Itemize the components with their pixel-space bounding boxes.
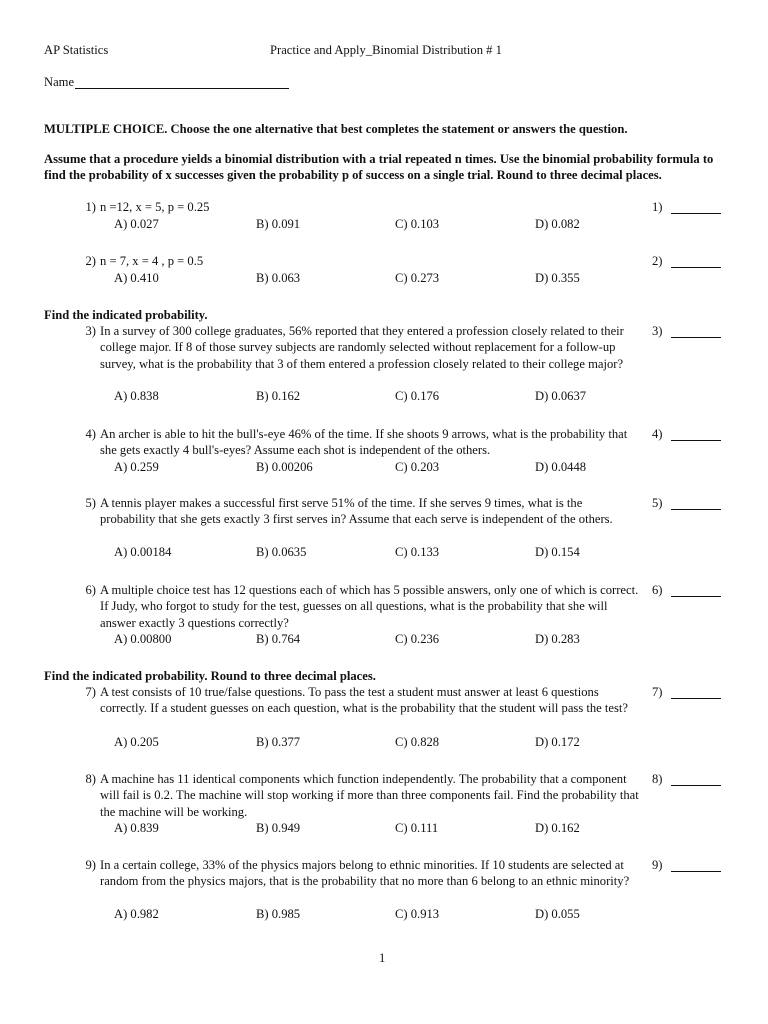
answer-label: 2) — [652, 254, 663, 268]
answer-blank[interactable] — [671, 687, 721, 699]
choice-c: C) 0.236 — [395, 632, 440, 646]
answer-blank[interactable] — [671, 429, 721, 441]
choice-a: A) 0.259 — [114, 460, 159, 474]
course-name: AP Statistics — [44, 43, 109, 57]
answer-label: 6) — [652, 583, 663, 597]
question-number: 5) — [85, 496, 96, 510]
choice-c: C) 0.913 — [395, 907, 440, 921]
question-number: 8) — [85, 772, 96, 786]
answer-blank[interactable] — [671, 256, 721, 268]
question-text: A tennis player makes a successful first serve 51% of the time. If she serves 9 times, what is the probability that she gets exactly 3 first serves in? Assume that each serve is independent of the others. — [100, 496, 613, 527]
question-number: 4) — [85, 427, 96, 441]
answer-blank[interactable] — [671, 202, 721, 214]
choice-c: C) 0.133 — [395, 545, 440, 559]
question-text: In a certain college, 33% of the physics majors belong to ethnic minorities. If 10 students are selected at random from the physics majors, that is the probability that no more than 6 belong to an ethnic minority? — [100, 858, 630, 889]
choice-c: C) 0.103 — [395, 217, 440, 231]
choice-b: B) 0.764 — [256, 632, 301, 646]
choice-c: C) 0.273 — [395, 271, 440, 285]
question-number: 1) — [85, 200, 96, 214]
choice-d: D) 0.172 — [535, 735, 580, 749]
choice-a: A) 0.839 — [114, 821, 159, 835]
choice-b: B) 0.949 — [256, 821, 301, 835]
question-text: n = 7, x = 4 , p = 0.5 — [100, 254, 204, 268]
choice-b: B) 0.0635 — [256, 545, 307, 559]
choice-b: B) 0.063 — [256, 271, 301, 285]
answer-label: 1) — [652, 200, 663, 214]
answer-blank[interactable] — [671, 326, 721, 338]
question-number: 2) — [85, 254, 96, 268]
choice-b: B) 0.162 — [256, 389, 301, 403]
choice-c: C) 0.176 — [395, 389, 440, 403]
question-number: 7) — [85, 685, 96, 699]
choice-c: C) 0.203 — [395, 460, 440, 474]
section-heading-1: Assume that a procedure yields a binomial distribution with a trial repeated n times. Use the binomial probability formula to find the probability of x successes given the probability p of success on a single trial. Round to three decimal places. — [44, 152, 714, 183]
choice-b: B) 0.985 — [256, 907, 301, 921]
answer-label: 9) — [652, 858, 663, 872]
question-number: 6) — [85, 583, 96, 597]
choice-d: D) 0.162 — [535, 821, 580, 835]
answer-label: 4) — [652, 427, 663, 441]
section-heading-2: Find the indicated probability. — [44, 308, 208, 322]
choice-a: A) 0.838 — [114, 389, 159, 403]
page-number: 1 — [379, 951, 386, 965]
answer-blank[interactable] — [671, 585, 721, 597]
question-text: A test consists of 10 true/false questions. To pass the test a student must answer at least 6 questions correctly. If a student guesses on each question, what is the probability that the student will pass the test? — [100, 685, 628, 716]
choice-b: B) 0.091 — [256, 217, 301, 231]
choice-a: A) 0.027 — [114, 217, 159, 231]
section-heading-3: Find the indicated probability. Round to three decimal places. — [44, 669, 376, 683]
answer-blank[interactable] — [671, 860, 721, 872]
question-text: n =12, x = 5, p = 0.25 — [100, 200, 210, 214]
answer-label: 7) — [652, 685, 663, 699]
choice-a: A) 0.982 — [114, 907, 159, 921]
choice-d: D) 0.0448 — [535, 460, 587, 474]
question-number: 3) — [85, 324, 96, 338]
choice-d: D) 0.082 — [535, 217, 580, 231]
name-label: Name — [44, 75, 75, 89]
choice-a: A) 0.410 — [114, 271, 159, 285]
instructions: MULTIPLE CHOICE. Choose the one alternative that best completes the statement or answers the question. — [44, 122, 628, 136]
choice-d: D) 0.055 — [535, 907, 580, 921]
answer-label: 5) — [652, 496, 663, 510]
question-text: A multiple choice test has 12 questions each of which has 5 possible answers, only one of which is correct. If Judy, who forgot to study for the test, guesses on all questions, what is the probability that she will answer exactly 3 questions correctly? — [100, 583, 639, 630]
choice-d: D) 0.283 — [535, 632, 580, 646]
choice-a: A) 0.00184 — [114, 545, 172, 559]
name-field[interactable] — [75, 77, 289, 89]
choice-d: D) 0.0637 — [535, 389, 587, 403]
answer-blank[interactable] — [671, 774, 721, 786]
choice-d: D) 0.355 — [535, 271, 580, 285]
question-text: An archer is able to hit the bull's-eye 46% of the time. If she shoots 9 arrows, what is the probability that she gets exactly 4 bull's-eyes? Assume each shot is independent of the others. — [100, 427, 628, 458]
choice-a: A) 0.205 — [114, 735, 159, 749]
choice-b: B) 0.00206 — [256, 460, 313, 474]
answer-label: 3) — [652, 324, 663, 338]
choice-b: B) 0.377 — [256, 735, 301, 749]
choice-d: D) 0.154 — [535, 545, 580, 559]
answer-label: 8) — [652, 772, 663, 786]
question-text: A machine has 11 identical components which function independently. The probability that a component will fail is 0.2. The machine will stop working if more than three components fail. Find the probability that the machine will be working. — [100, 772, 639, 819]
choice-c: C) 0.828 — [395, 735, 440, 749]
page-title: Practice and Apply_Binomial Distribution # 1 — [270, 43, 502, 57]
answer-blank[interactable] — [671, 498, 721, 510]
choice-a: A) 0.00800 — [114, 632, 172, 646]
choice-c: C) 0.111 — [395, 821, 439, 835]
question-number: 9) — [85, 858, 96, 872]
question-text: In a survey of 300 college graduates, 56% reported that they entered a profession closely related to their college major. If 8 of those survey subjects are randomly selected without replacement for a follow-up survey, what is the probability that 3 of them entered a profession closely related to their college major? — [100, 324, 624, 371]
